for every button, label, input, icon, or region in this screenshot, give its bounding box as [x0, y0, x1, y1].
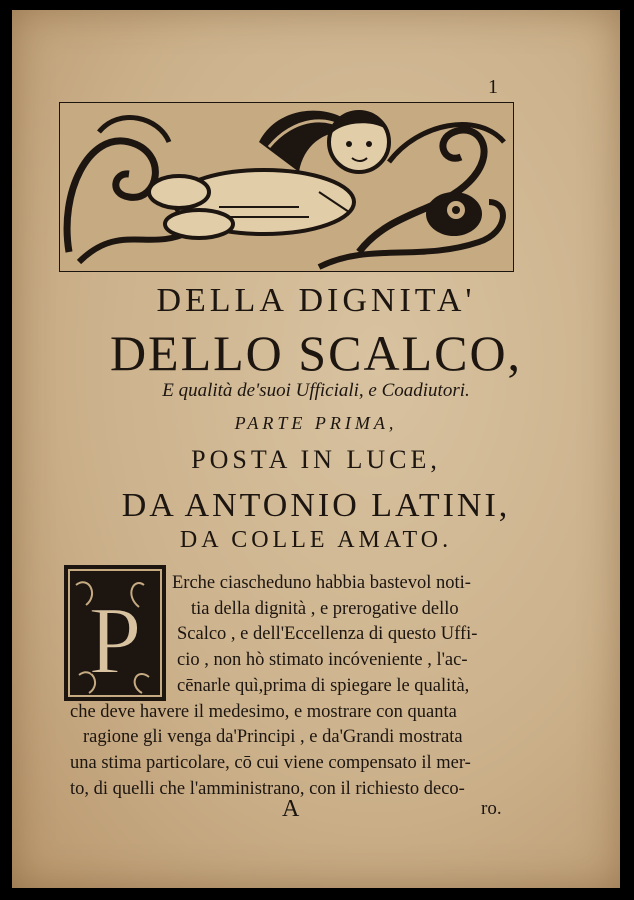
part-label: PARTE PRIMA, [234, 413, 398, 433]
body-line: Scalco , e dell'Eccellenza di questo Uffi- [177, 624, 478, 644]
title-line-scalco: DELLO SCALCO, [109, 325, 523, 381]
body-line: to, di quelli che l'amministrano, con il richiesto deco- [70, 779, 465, 799]
book-page [12, 10, 620, 888]
body-line: Erche ciascheduno habbia bastevol noti- [172, 573, 471, 593]
subtitle-qualita: E qualità de'suoi Ufficiali, e Coadiutori. [162, 380, 470, 401]
decorated-drop-cap [64, 565, 166, 701]
catchword: ro. [481, 798, 502, 819]
body-line: tia della dignità , e prerogative dello [191, 599, 459, 619]
body-line: cio , non hò stimato incóveniente , l'ac- [177, 650, 468, 670]
author-name: DA ANTONIO LATINI, [121, 487, 511, 524]
author-origin: DA COLLE AMATO. [179, 527, 453, 553]
body-line: ragione gli venga da'Principi , e da'Grandi mostrata [83, 727, 463, 747]
posta-in-luce: POSTA IN LUCE, [191, 445, 441, 474]
title-line-dignita: DELLA DIGNITA' [156, 282, 476, 319]
body-line: cēnarle quì,prima di spiegare le qualità, [177, 676, 470, 696]
drop-cap-letter: P [88, 587, 142, 694]
page-number: 1 [488, 76, 498, 98]
body-line: che deve havere il medesimo, e mostrare con quanta [70, 702, 457, 722]
cherub-headpiece-ornament [59, 102, 514, 272]
signature-mark: A [282, 796, 300, 822]
body-line: una stima particolare, cō cui viene compensato il mer- [70, 753, 471, 773]
